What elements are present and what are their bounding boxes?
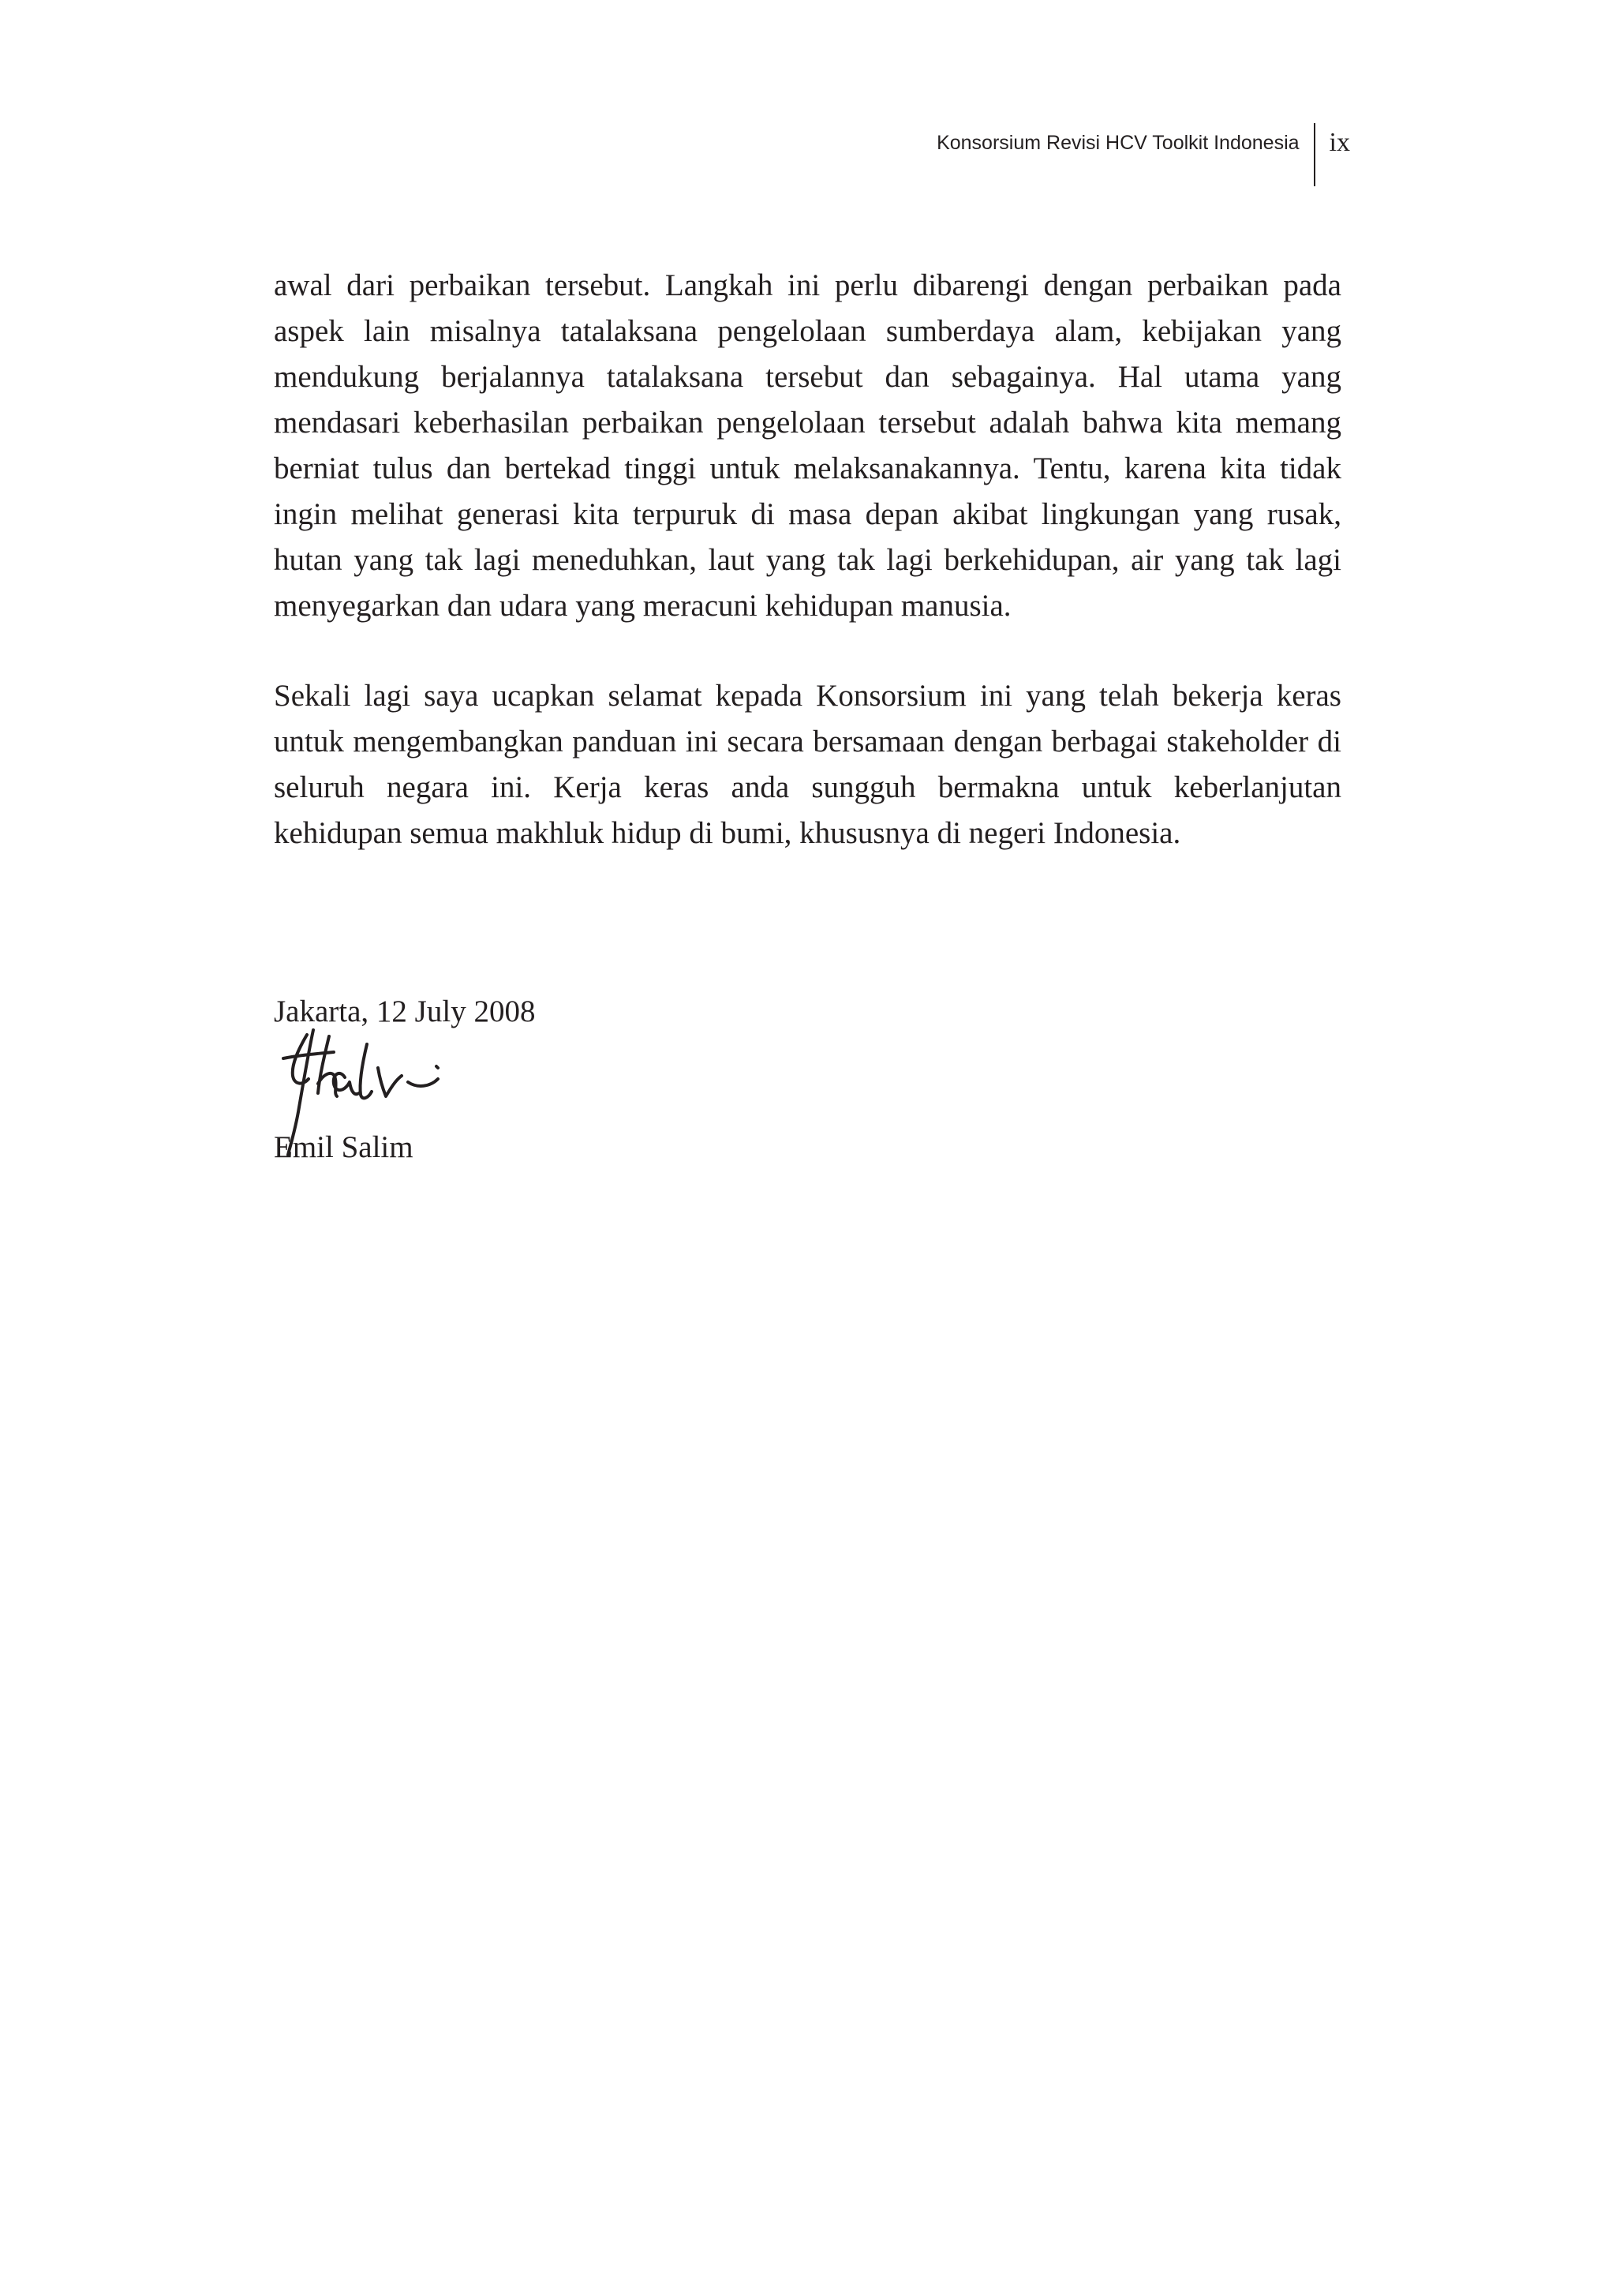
running-header [937,123,1350,186]
place-date: Jakarta, 12 July 2008 [274,994,536,1028]
body-text [274,263,1341,901]
signatory-name: Emil Salim [274,1130,413,1164]
header-title: Konsorsium Revisi HCV Toolkit Indonesia [937,132,1300,154]
page-number: ix [1329,128,1350,157]
header-divider [1314,123,1315,186]
paragraph: Sekali lagi saya ucapkan selamat kepada Konsorsium ini yang telah bekerja keras untuk mengembangkan panduan ini secara bersamaan dengan berbagai stakeholder di seluruh negara ini. Kerja keras anda sungguh bermakna untuk keberlanjutan kehidupan semua makhluk hidup di bumi, khususnya di negeri Indonesia. [274,679,1341,850]
paragraph: awal dari perbaikan tersebut. Langkah ini perlu dibarengi dengan perbaikan pada aspek lain misalnya tatalaksana pengelolaan sumberdaya alam, kebijakan yang mendukung berjalannya tatalaksana tersebut dan sebagainya. Hal utama yang mendasari keberhasilan perbaikan pengelolaan tersebut adalah bahwa kita memang berniat tulus dan bertekad tinggi untuk melaksanakannya. Tentu, karena kita tidak ingin melihat generasi kita terpuruk di masa depan akibat lingkungan yang rusak, hutan yang tak lagi meneduhkan, laut yang tak lagi berkehidupan, air yang tak lagi menyegarkan dan udara yang meracuni kehidupan manusia. [274,268,1341,623]
